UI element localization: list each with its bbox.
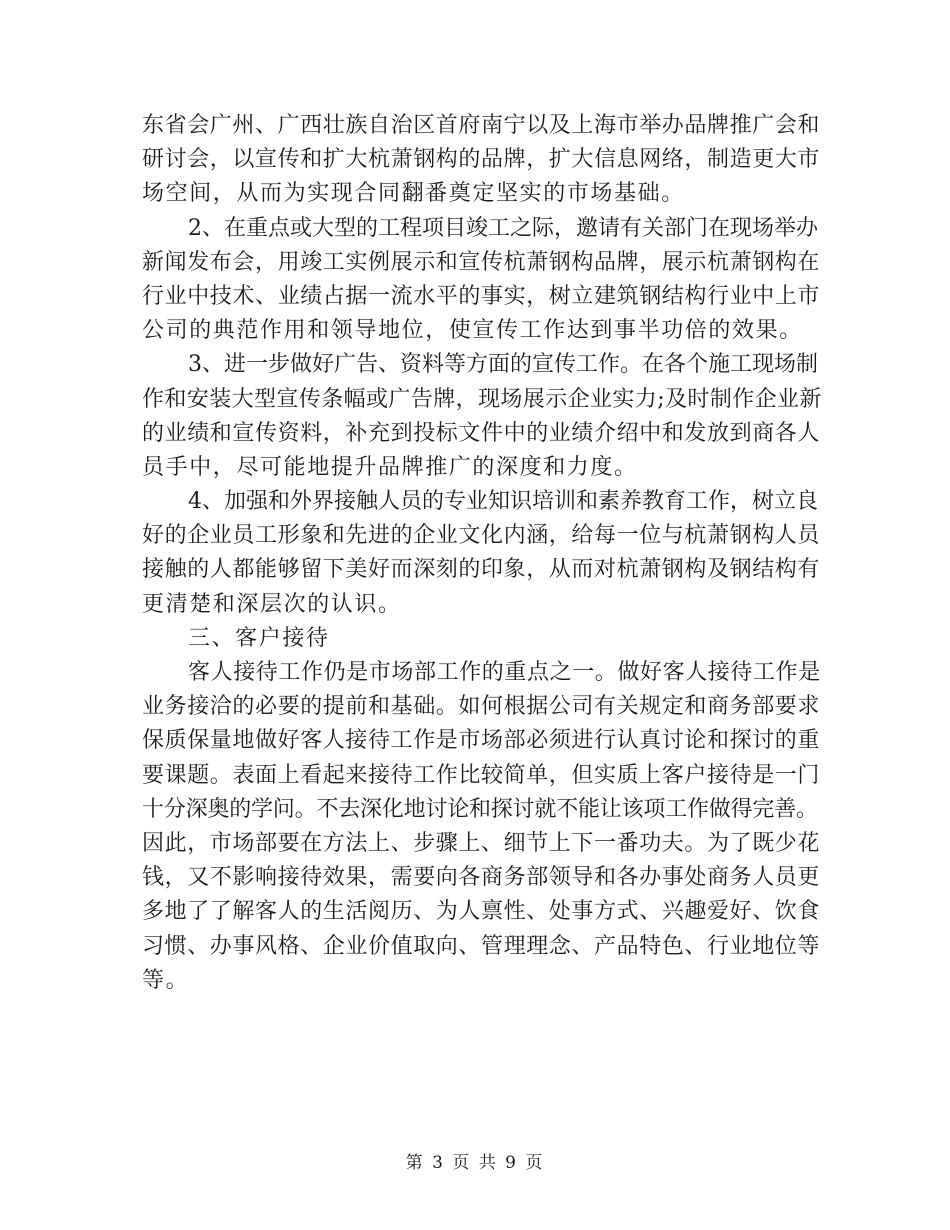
text-line: 场空间，从而为实现合同翻番奠定坚实的市场基础。 [142, 181, 685, 207]
text-line: 十分深奥的学问。不去深化地讨论和探讨就不能让该项工作做得完善。 [142, 796, 818, 822]
text-line: 因此，市场部要在方法上、步骤上、细节上下一番功夫。为了既少花 [142, 830, 821, 856]
text-line: 员手中，尽可能地提升品牌推广的深度和力度。 [142, 454, 638, 480]
text-line: 行业中技术、业绩占据一流水平的事实，树立建筑钢结构行业中上市 [142, 283, 821, 309]
text-line: 钱，又不影响接待效果，需要向各商务部领导和各办事处商务人员更 [142, 865, 821, 891]
text-line: 要课题。表面上看起来接待工作比较简单，但实质上客户接待是一门 [142, 762, 821, 788]
text-line: 新闻发布会，用竣工实例展示和宣传杭萧钢构品牌，展示杭萧钢构在 [142, 249, 821, 275]
text-line: 三、客户接待 [188, 625, 330, 651]
text-line: 3、进一步做好广告、资料等方面的宣传工作。在各个施工现场制 [188, 352, 818, 378]
text-line: 客人接待工作仍是市场部工作的重点之一。做好客人接待工作是 [188, 660, 821, 685]
text-line: 多地了了解客人的生活阅历、为人禀性、处事方式、兴趣爱好、饮食 [142, 899, 821, 925]
text-line: 作和安装大型宣传条幅或广告牌，现场展示企业实力;及时制作企业新 [142, 386, 822, 412]
text-line: 4、加强和外界接触人员的专业知识培训和素养教育工作，树立良 [188, 489, 818, 515]
text-line: 业务接洽的必要的提前和基础。如何根据公司有关规定和商务部要求 [142, 694, 821, 720]
text-line: 公司的典范作用和领导地位，使宣传工作达到事半功倍的效果。 [142, 318, 803, 344]
text-line: 习惯、办事风格、企业价值取向、管理理念、产品特色、行业地位等 [142, 933, 821, 959]
text-line: 东省会广州、广西壮族自治区首府南宁以及上海市举办品牌推广会和 [142, 113, 821, 138]
text-line: 等。 [142, 967, 190, 993]
text-line: 的业绩和宣传资料，补充到投标文件中的业绩介绍中和发放到商各人 [142, 420, 821, 446]
text-line: 2、在重点或大型的工程项目竣工之际，邀请有关部门在现场举办 [188, 215, 818, 241]
text-line: 更清楚和深层次的认识。 [142, 591, 402, 617]
text-line: 接触的人都能够留下美好而深刻的印象，从而对杭萧钢构及钢结构有 [142, 557, 821, 583]
text-line: 好的企业员工形象和先进的企业文化内涵，给每一位与杭萧钢构人员 [142, 523, 821, 549]
page-footer: 第 3 页 共 9 页 [405, 1153, 545, 1173]
document-body [142, 109, 822, 998]
text-line: 研讨会，以宣传和扩大杭萧钢构的品牌，扩大信息网络，制造更大市 [142, 147, 821, 173]
text-line: 保质保量地做好客人接待工作是市场部必须进行认真讨论和探讨的重 [142, 728, 821, 754]
